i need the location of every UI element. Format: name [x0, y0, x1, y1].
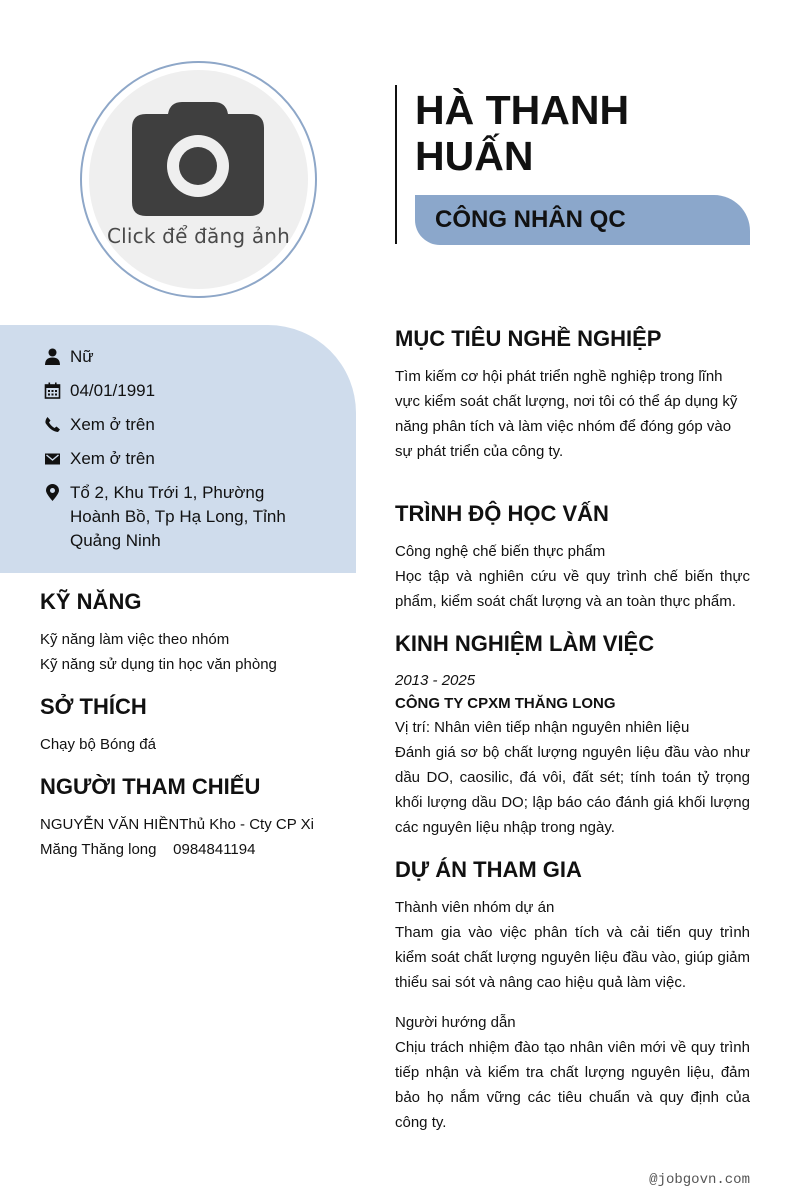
references-title: NGƯỜI THAM CHIẾU [40, 774, 261, 799]
job-title-badge [415, 195, 750, 245]
contact-email: Xem ở trên [44, 447, 344, 471]
email-icon [44, 450, 61, 467]
experience-description: Đánh giá sơ bộ chất lượng nguyên liệu đầu vào như dầu DO, caosilic, đá vôi, đất sét; tính toán tỷ trọng khối lượng dầu DO; lập báo cáo đánh giá khối lượng các nguyên liệu nhập trong ngày. [395, 744, 750, 836]
footer-watermark: @jobgovn.com [649, 1172, 750, 1188]
experience-period: 2013 - 2025 [395, 672, 476, 689]
hobbies-title: SỞ THÍCH [40, 694, 147, 719]
avatar-caption: Click để đăng ảnh [106, 224, 291, 248]
experience-title: KINH NGHIỆM LÀM VIỆC [395, 631, 655, 656]
name-divider [395, 85, 397, 244]
contact-birthdate: 04/01/1991 [44, 379, 344, 403]
education-title: TRÌNH ĐỘ HỌC VẤN [395, 501, 609, 526]
avatar-upload[interactable] [89, 70, 308, 289]
contact-panel [0, 325, 356, 573]
skill-item: Kỹ năng làm việc theo nhóm [40, 631, 230, 648]
phone-icon [44, 416, 61, 433]
project-description: Tham gia vào việc phân tích và cải tiến quy trình kiểm soát chất lượng nguyên liệu đầu vào, giúp giảm thiểu sai sót và nâng cao hiệu quả làm việc. [395, 924, 750, 991]
objective-text: Tìm kiếm cơ hội phát triển nghề nghiệp trong lĩnh vực kiểm soát chất lượng, nơi tôi có thể áp dụng kỹ năng phân tích và làm việc nhóm để đóng góp vào sự phát triển của công ty. [395, 368, 738, 460]
contact-gender: Nữ [44, 345, 344, 369]
education-description: Học tập và nghiên cứu về quy trình chế biến thực phẩm, kiểm soát chất lượng và an toàn thực phẩm. [395, 568, 750, 610]
job-title: CÔNG NHÂN QC [435, 206, 626, 233]
candidate-name: HÀ THANH HUẤN [415, 87, 630, 179]
education-major: Công nghệ chế biến thực phẩm [395, 543, 606, 560]
experience-company: CÔNG TY CPXM THĂNG LONG [395, 695, 616, 712]
camera-icon [132, 102, 264, 218]
hobbies-text: Chạy bộ Bóng đá [40, 736, 156, 753]
project-description: Chịu trách nhiệm đào tạo nhân viên mới về quy trình tiếp nhận và kiểm tra chất lượng nguyên liệu, đảm bảo họ nắm vững các tiêu chuẩn và quy định của công ty. [395, 1039, 750, 1131]
references-text: NGUYỄN VĂN HIỀNThủ Kho - Cty CP Xi Măng Thăng long 0984841194 [40, 816, 319, 858]
project-role: Thành viên nhóm dự án [395, 899, 555, 916]
location-pin-icon [44, 484, 61, 501]
calendar-icon [44, 382, 61, 399]
project-role: Người hướng dẫn [395, 1014, 516, 1031]
person-icon [44, 348, 61, 365]
contact-address: Tổ 2, Khu Trới 1, Phường Hoành Bồ, Tp Hạ Long, Tỉnh Quảng Ninh [44, 481, 294, 553]
experience-position: Vị trí: Nhân viên tiếp nhận nguyên nhiên liệu [395, 719, 690, 736]
skills-title: KỸ NĂNG [40, 589, 142, 614]
contact-phone: Xem ở trên [44, 413, 344, 437]
skill-item: Kỹ năng sử dụng tin học văn phòng [40, 656, 277, 673]
objective-title: MỤC TIÊU NGHỀ NGHIỆP [395, 326, 662, 351]
projects-title: DỰ ÁN THAM GIA [395, 857, 582, 882]
